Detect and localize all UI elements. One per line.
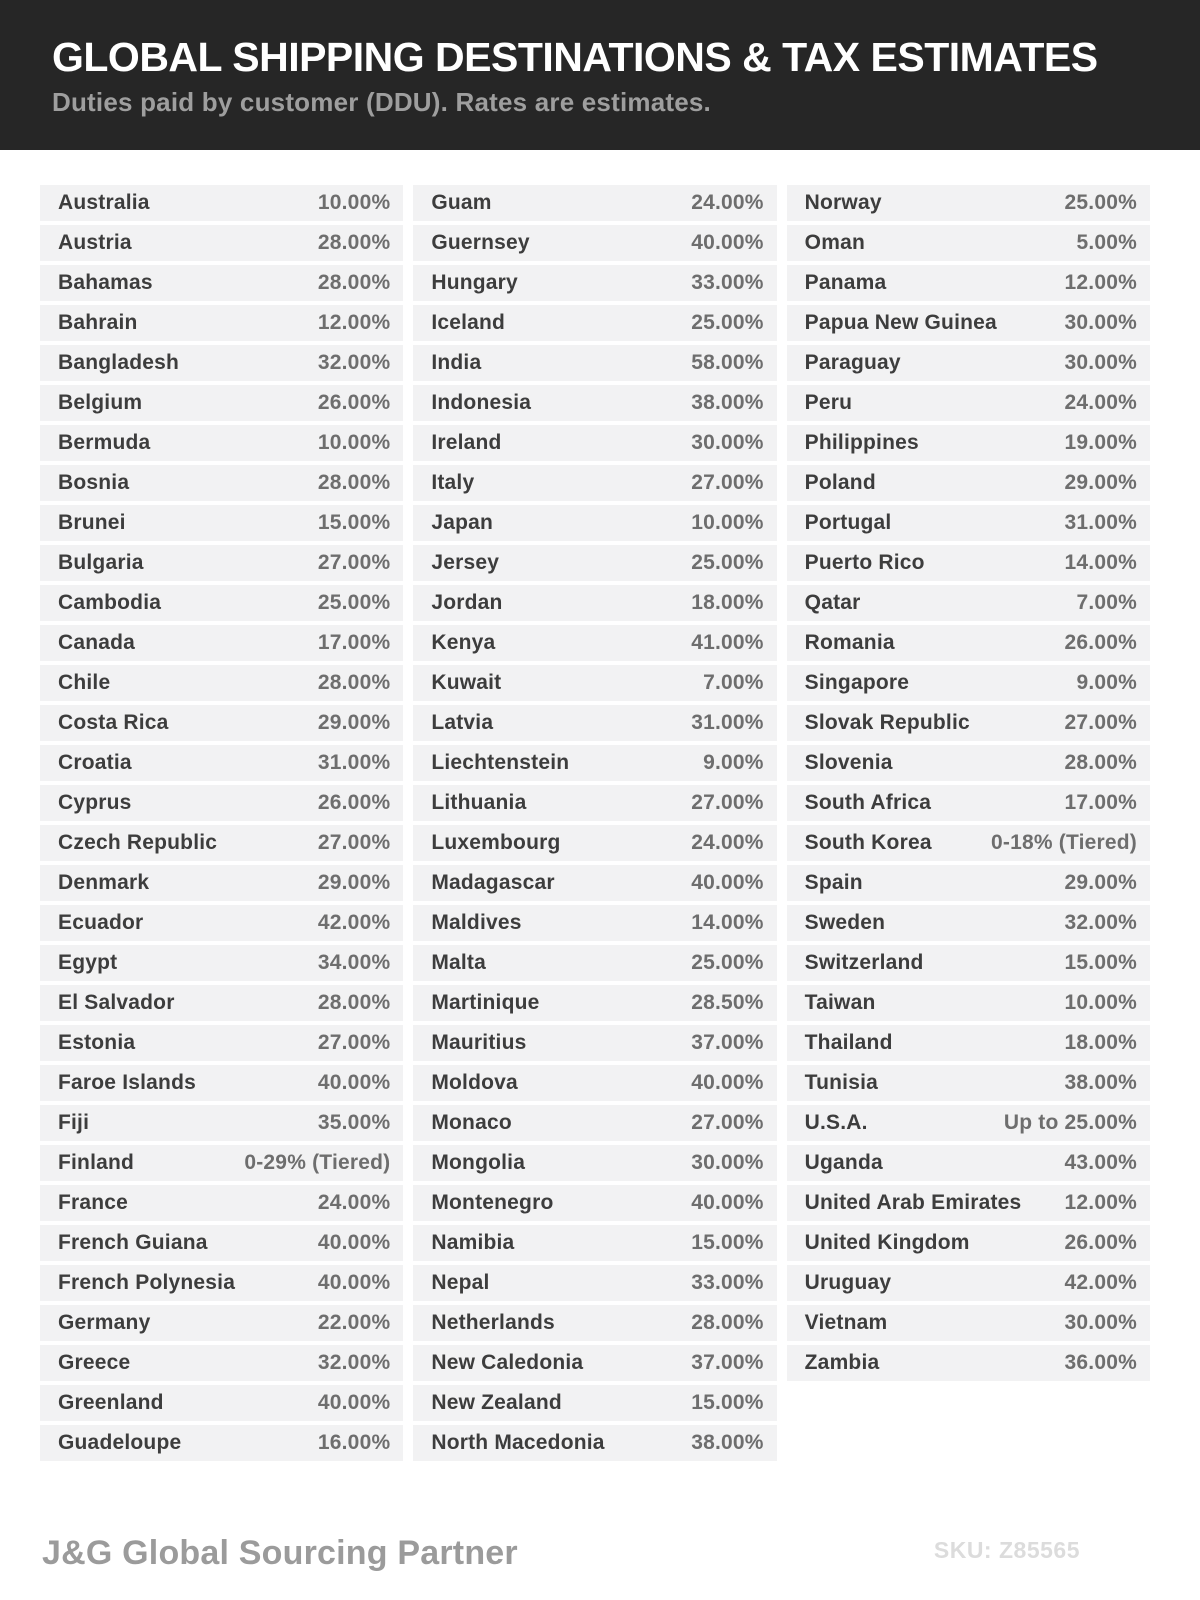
table-row xyxy=(413,1385,776,1421)
tax-rate: 35.00% xyxy=(317,1111,391,1134)
table-row xyxy=(787,1305,1150,1341)
country-name: India xyxy=(431,351,482,374)
table-row xyxy=(787,745,1150,781)
table-row xyxy=(40,945,403,981)
table-row xyxy=(787,1185,1150,1221)
country-name: Philippines xyxy=(804,431,919,454)
country-name: Zambia xyxy=(804,1351,880,1374)
table-row xyxy=(40,385,403,421)
table-row xyxy=(787,705,1150,741)
table-row xyxy=(787,905,1150,941)
table-row xyxy=(413,545,776,581)
country-name: Finland xyxy=(58,1151,135,1174)
table-row xyxy=(413,1225,776,1261)
country-name: Jersey xyxy=(431,551,500,574)
table-row xyxy=(413,745,776,781)
tax-rate: 29.00% xyxy=(1064,471,1137,494)
table-row xyxy=(40,185,403,221)
country-name: Chile xyxy=(58,671,111,694)
country-name: Latvia xyxy=(431,711,494,734)
table-row xyxy=(787,385,1150,421)
country-name: Indonesia xyxy=(431,391,532,414)
country-name: Bahrain xyxy=(58,311,138,334)
tax-rate: 27.00% xyxy=(691,791,764,814)
tax-rate: 31.00% xyxy=(691,711,764,734)
country-name: Austria xyxy=(58,231,132,254)
tax-rate: 32.00% xyxy=(317,1351,391,1374)
table-row xyxy=(413,1185,776,1221)
table-row xyxy=(413,425,776,461)
country-name: Guernsey xyxy=(431,231,530,254)
country-name: Taiwan xyxy=(804,991,876,1014)
country-name: Vietnam xyxy=(804,1311,888,1334)
country-name: New Caledonia xyxy=(431,1351,584,1374)
country-name: Netherlands xyxy=(431,1311,555,1334)
table-row xyxy=(787,585,1150,621)
table-row xyxy=(413,305,776,341)
tax-rate: 58.00% xyxy=(691,351,764,374)
table-row xyxy=(40,345,403,381)
country-name: Slovenia xyxy=(804,751,893,774)
country-name: Portugal xyxy=(804,511,892,534)
table-row xyxy=(413,265,776,301)
table-row xyxy=(413,1425,776,1461)
table-row xyxy=(40,985,403,1021)
tax-rate: 0-29% (Tiered) xyxy=(244,1151,391,1174)
country-name: Australia xyxy=(58,191,150,214)
tax-rate: 40.00% xyxy=(317,1271,391,1294)
tax-rate: 33.00% xyxy=(691,271,764,294)
country-name: Bahamas xyxy=(58,271,153,294)
country-name: El Salvador xyxy=(58,991,175,1014)
table-row xyxy=(787,305,1150,341)
country-name: Greece xyxy=(58,1351,131,1374)
table-row xyxy=(413,1065,776,1101)
country-name: Uruguay xyxy=(804,1271,892,1294)
tax-rate: 43.00% xyxy=(1064,1151,1137,1174)
tax-rate: 40.00% xyxy=(317,1391,391,1414)
tax-rate: 14.00% xyxy=(691,911,764,934)
tax-rate: 34.00% xyxy=(317,951,391,974)
country-name: New Zealand xyxy=(431,1391,562,1414)
table-row xyxy=(40,1065,403,1101)
table-row xyxy=(787,1225,1150,1261)
country-name: Madagascar xyxy=(431,871,555,894)
country-name: Spain xyxy=(804,871,863,894)
tax-rate: 12.00% xyxy=(1064,1191,1137,1214)
tax-rates-table xyxy=(40,185,1150,1465)
tax-rate: 24.00% xyxy=(691,191,764,214)
table-row xyxy=(413,1305,776,1341)
country-name: Germany xyxy=(58,1311,151,1334)
table-row xyxy=(413,825,776,861)
tax-rate: 19.00% xyxy=(1064,431,1137,454)
table-row xyxy=(787,665,1150,701)
tax-rate: 30.00% xyxy=(1064,311,1137,334)
country-name: Kenya xyxy=(431,631,496,654)
table-row xyxy=(787,425,1150,461)
tax-rate: 26.00% xyxy=(317,791,391,814)
tax-rate: 27.00% xyxy=(691,1111,764,1134)
table-row xyxy=(787,1265,1150,1301)
table-row xyxy=(40,1345,403,1381)
tax-rate: 24.00% xyxy=(317,1191,391,1214)
tax-rate: 30.00% xyxy=(691,431,764,454)
country-name: Guam xyxy=(431,191,492,214)
tax-rate: 22.00% xyxy=(317,1311,391,1334)
country-name: Denmark xyxy=(58,871,150,894)
table-row xyxy=(787,1065,1150,1101)
country-name: Qatar xyxy=(804,591,861,614)
page-header xyxy=(0,0,1200,150)
country-name: Lithuania xyxy=(431,791,527,814)
table-row xyxy=(40,1305,403,1341)
tax-rate: 37.00% xyxy=(691,1031,764,1054)
tax-rate: 29.00% xyxy=(1064,871,1137,894)
tax-rate: 30.00% xyxy=(1064,351,1137,374)
country-name: Mongolia xyxy=(431,1151,526,1174)
country-name: Malta xyxy=(431,951,487,974)
country-name: United Arab Emirates xyxy=(804,1191,1022,1214)
tax-rate: 38.00% xyxy=(691,1431,764,1454)
country-name: Mauritius xyxy=(431,1031,527,1054)
country-name: Papua New Guinea xyxy=(804,311,997,334)
tax-rate: 10.00% xyxy=(691,511,764,534)
tax-rate: 26.00% xyxy=(1064,1231,1137,1254)
table-row xyxy=(413,1025,776,1061)
table-row xyxy=(413,1345,776,1381)
tax-rate: 38.00% xyxy=(1064,1071,1137,1094)
table-row xyxy=(40,1265,403,1301)
tax-rate: 7.00% xyxy=(1076,591,1137,614)
country-name: Bermuda xyxy=(58,431,151,454)
country-name: Japan xyxy=(431,511,494,534)
country-name: Singapore xyxy=(804,671,910,694)
country-name: Croatia xyxy=(58,751,132,774)
table-row xyxy=(40,265,403,301)
country-name: Egypt xyxy=(58,951,118,974)
tax-rate: 40.00% xyxy=(691,231,764,254)
country-name: Guadeloupe xyxy=(58,1431,182,1454)
country-name: U.S.A. xyxy=(804,1111,868,1134)
page-title: GLOBAL SHIPPING DESTINATIONS & TAX ESTIMATES xyxy=(52,34,1098,80)
country-name: Poland xyxy=(804,471,876,494)
tax-rate: 28.00% xyxy=(317,671,391,694)
table-row xyxy=(787,1025,1150,1061)
country-name: Greenland xyxy=(58,1391,164,1414)
tax-rate: 40.00% xyxy=(691,1071,764,1094)
tax-rate: 25.00% xyxy=(691,311,764,334)
table-row xyxy=(40,1025,403,1061)
sku-label: SKU: Z85565 xyxy=(933,1537,1080,1563)
table-row xyxy=(413,785,776,821)
country-name: Romania xyxy=(804,631,895,654)
table-row xyxy=(413,1145,776,1181)
tax-rate: 18.00% xyxy=(1064,1031,1137,1054)
country-name: Italy xyxy=(431,471,475,494)
tax-rate: 30.00% xyxy=(1064,1311,1137,1334)
tax-rate: 26.00% xyxy=(317,391,391,414)
table-row xyxy=(40,505,403,541)
country-name: Cambodia xyxy=(58,591,162,614)
table-row xyxy=(787,625,1150,661)
table-row xyxy=(40,665,403,701)
tax-rate: 29.00% xyxy=(317,871,391,894)
tax-rate: 40.00% xyxy=(317,1071,391,1094)
country-name: Montenegro xyxy=(431,1191,554,1214)
table-row xyxy=(787,465,1150,501)
country-name: Monaco xyxy=(431,1111,512,1134)
table-column-3 xyxy=(787,185,1150,1465)
tax-rate: 0-18% (Tiered) xyxy=(991,831,1137,854)
tax-rate: 25.00% xyxy=(691,951,764,974)
table-row xyxy=(787,945,1150,981)
table-row xyxy=(40,425,403,461)
tax-rate: 9.00% xyxy=(1076,671,1137,694)
tax-rate: 42.00% xyxy=(317,911,391,934)
table-row xyxy=(413,985,776,1021)
table-row xyxy=(413,385,776,421)
table-row xyxy=(40,305,403,341)
table-row xyxy=(413,625,776,661)
country-name: Panama xyxy=(804,271,887,294)
table-row xyxy=(40,465,403,501)
tax-rate: 15.00% xyxy=(317,511,391,534)
tax-rate: 14.00% xyxy=(1064,551,1137,574)
tax-rate: 38.00% xyxy=(691,391,764,414)
table-row xyxy=(413,185,776,221)
tax-rate: 27.00% xyxy=(317,831,391,854)
table-row xyxy=(40,625,403,661)
tax-rate: 25.00% xyxy=(691,551,764,574)
table-row xyxy=(40,1145,403,1181)
table-row xyxy=(787,545,1150,581)
page-subtitle: Duties paid by customer (DDU). Rates are estimates. xyxy=(52,87,711,118)
country-name: Kuwait xyxy=(431,671,502,694)
tax-rate: 12.00% xyxy=(1064,271,1137,294)
country-name: Canada xyxy=(58,631,136,654)
country-name: North Macedonia xyxy=(431,1431,605,1454)
table-row xyxy=(40,745,403,781)
country-name: French Guiana xyxy=(58,1231,208,1254)
table-row xyxy=(413,1105,776,1141)
country-name: Ireland xyxy=(431,431,502,454)
country-name: Sweden xyxy=(804,911,886,934)
tax-rate: 12.00% xyxy=(317,311,391,334)
country-name: United Kingdom xyxy=(804,1231,970,1254)
country-name: Thailand xyxy=(804,1031,893,1054)
table-row xyxy=(787,865,1150,901)
country-name: Bulgaria xyxy=(58,551,144,574)
tax-rate: 40.00% xyxy=(691,1191,764,1214)
country-name: Slovak Republic xyxy=(804,711,970,734)
tax-rate: 10.00% xyxy=(317,191,391,214)
tax-rate: 7.00% xyxy=(703,671,764,694)
country-name: Uganda xyxy=(804,1151,883,1174)
tax-rate: 28.00% xyxy=(317,991,391,1014)
country-name: Puerto Rico xyxy=(804,551,925,574)
table-row xyxy=(413,665,776,701)
table-row xyxy=(413,905,776,941)
table-row xyxy=(787,185,1150,221)
table-row xyxy=(413,705,776,741)
table-row xyxy=(40,1185,403,1221)
country-name: Cyprus xyxy=(58,791,132,814)
tax-rate: 28.00% xyxy=(317,271,391,294)
tax-rate: 31.00% xyxy=(1064,511,1137,534)
table-column-1 xyxy=(40,185,403,1465)
country-name: Jordan xyxy=(431,591,503,614)
tax-rate: 29.00% xyxy=(317,711,391,734)
table-row xyxy=(40,1425,403,1461)
tax-rate: 31.00% xyxy=(317,751,391,774)
table-row xyxy=(40,545,403,581)
table-row xyxy=(413,505,776,541)
tax-rate: 28.50% xyxy=(691,991,764,1014)
tax-rate: 9.00% xyxy=(703,751,764,774)
table-row xyxy=(413,225,776,261)
tax-rate: 28.00% xyxy=(1064,751,1137,774)
tax-rate: 32.00% xyxy=(317,351,391,374)
table-row xyxy=(40,785,403,821)
table-row xyxy=(40,905,403,941)
country-name: Czech Republic xyxy=(58,831,218,854)
table-row xyxy=(787,1105,1150,1141)
tax-rate: 28.00% xyxy=(317,471,391,494)
country-name: Ecuador xyxy=(58,911,144,934)
country-name: Faroe Islands xyxy=(58,1071,196,1094)
country-name: Oman xyxy=(804,231,865,254)
tax-rate: 27.00% xyxy=(317,551,391,574)
country-name: Hungary xyxy=(431,271,518,294)
tax-rate: 17.00% xyxy=(317,631,391,654)
country-name: Estonia xyxy=(58,1031,136,1054)
tax-rate: 24.00% xyxy=(1064,391,1137,414)
tax-rate: 17.00% xyxy=(1064,791,1137,814)
tax-rate: 28.00% xyxy=(691,1311,764,1334)
table-row xyxy=(40,825,403,861)
table-row xyxy=(787,985,1150,1021)
country-name: South Korea xyxy=(804,831,932,854)
country-name: Peru xyxy=(804,391,853,414)
tax-rate: 10.00% xyxy=(1064,991,1137,1014)
country-name: South Africa xyxy=(804,791,932,814)
country-name: Tunisia xyxy=(804,1071,879,1094)
tax-rate: 28.00% xyxy=(317,231,391,254)
tax-rate: 32.00% xyxy=(1064,911,1137,934)
tax-rate: 33.00% xyxy=(691,1271,764,1294)
tax-rate: 15.00% xyxy=(691,1231,764,1254)
country-name: Fiji xyxy=(58,1111,90,1134)
tax-rate: 40.00% xyxy=(691,871,764,894)
country-name: Norway xyxy=(804,191,882,214)
tax-rate: 27.00% xyxy=(317,1031,391,1054)
tax-rate: 5.00% xyxy=(1076,231,1137,254)
tax-rate: 10.00% xyxy=(317,431,391,454)
tax-rate: 15.00% xyxy=(691,1391,764,1414)
country-name: Namibia xyxy=(431,1231,515,1254)
tax-rate: 25.00% xyxy=(317,591,391,614)
table-row xyxy=(787,225,1150,261)
country-name: Iceland xyxy=(431,311,506,334)
table-row xyxy=(413,465,776,501)
table-row xyxy=(787,265,1150,301)
table-row xyxy=(787,785,1150,821)
country-name: Nepal xyxy=(431,1271,490,1294)
tax-rate: 30.00% xyxy=(691,1151,764,1174)
country-name: Bosnia xyxy=(58,471,130,494)
table-row xyxy=(413,345,776,381)
table-row xyxy=(40,1225,403,1261)
country-name: Luxembourg xyxy=(431,831,561,854)
tax-rate: 40.00% xyxy=(317,1231,391,1254)
country-name: Liechtenstein xyxy=(431,751,570,774)
brand-name: J&G Global Sourcing Partner xyxy=(42,1534,518,1572)
table-row xyxy=(40,225,403,261)
table-row xyxy=(787,825,1150,861)
table-column-2 xyxy=(413,185,776,1465)
tax-rate: 42.00% xyxy=(1064,1271,1137,1294)
table-row xyxy=(40,585,403,621)
table-row xyxy=(787,345,1150,381)
country-name: Maldives xyxy=(431,911,522,934)
tax-rate: 15.00% xyxy=(1064,951,1137,974)
tax-rate: 41.00% xyxy=(691,631,764,654)
table-row xyxy=(413,945,776,981)
tax-rate: 24.00% xyxy=(691,831,764,854)
country-name: Bangladesh xyxy=(58,351,180,374)
country-name: Belgium xyxy=(58,391,143,414)
country-name: Brunei xyxy=(58,511,126,534)
tax-rate: Up to 25.00% xyxy=(1003,1111,1137,1134)
tax-rate: 16.00% xyxy=(317,1431,391,1454)
tax-rate: 27.00% xyxy=(1064,711,1137,734)
tax-rate: 27.00% xyxy=(691,471,764,494)
tax-rate: 18.00% xyxy=(691,591,764,614)
country-name: France xyxy=(58,1191,129,1214)
table-row xyxy=(413,585,776,621)
table-row xyxy=(40,1385,403,1421)
table-row xyxy=(787,1145,1150,1181)
country-name: Martinique xyxy=(431,991,540,1014)
table-row xyxy=(787,1345,1150,1381)
country-name: Switzerland xyxy=(804,951,924,974)
country-name: Moldova xyxy=(431,1071,518,1094)
tax-rate: 26.00% xyxy=(1064,631,1137,654)
country-name: French Polynesia xyxy=(58,1271,236,1294)
country-name: Paraguay xyxy=(804,351,901,374)
tax-rate: 25.00% xyxy=(1064,191,1137,214)
country-name: Costa Rica xyxy=(58,711,169,734)
tax-rate: 37.00% xyxy=(691,1351,764,1374)
table-row xyxy=(40,865,403,901)
table-row xyxy=(40,1105,403,1141)
table-row xyxy=(413,865,776,901)
tax-rate: 36.00% xyxy=(1064,1351,1137,1374)
table-row xyxy=(787,505,1150,541)
table-row xyxy=(413,1265,776,1301)
table-row xyxy=(40,705,403,741)
